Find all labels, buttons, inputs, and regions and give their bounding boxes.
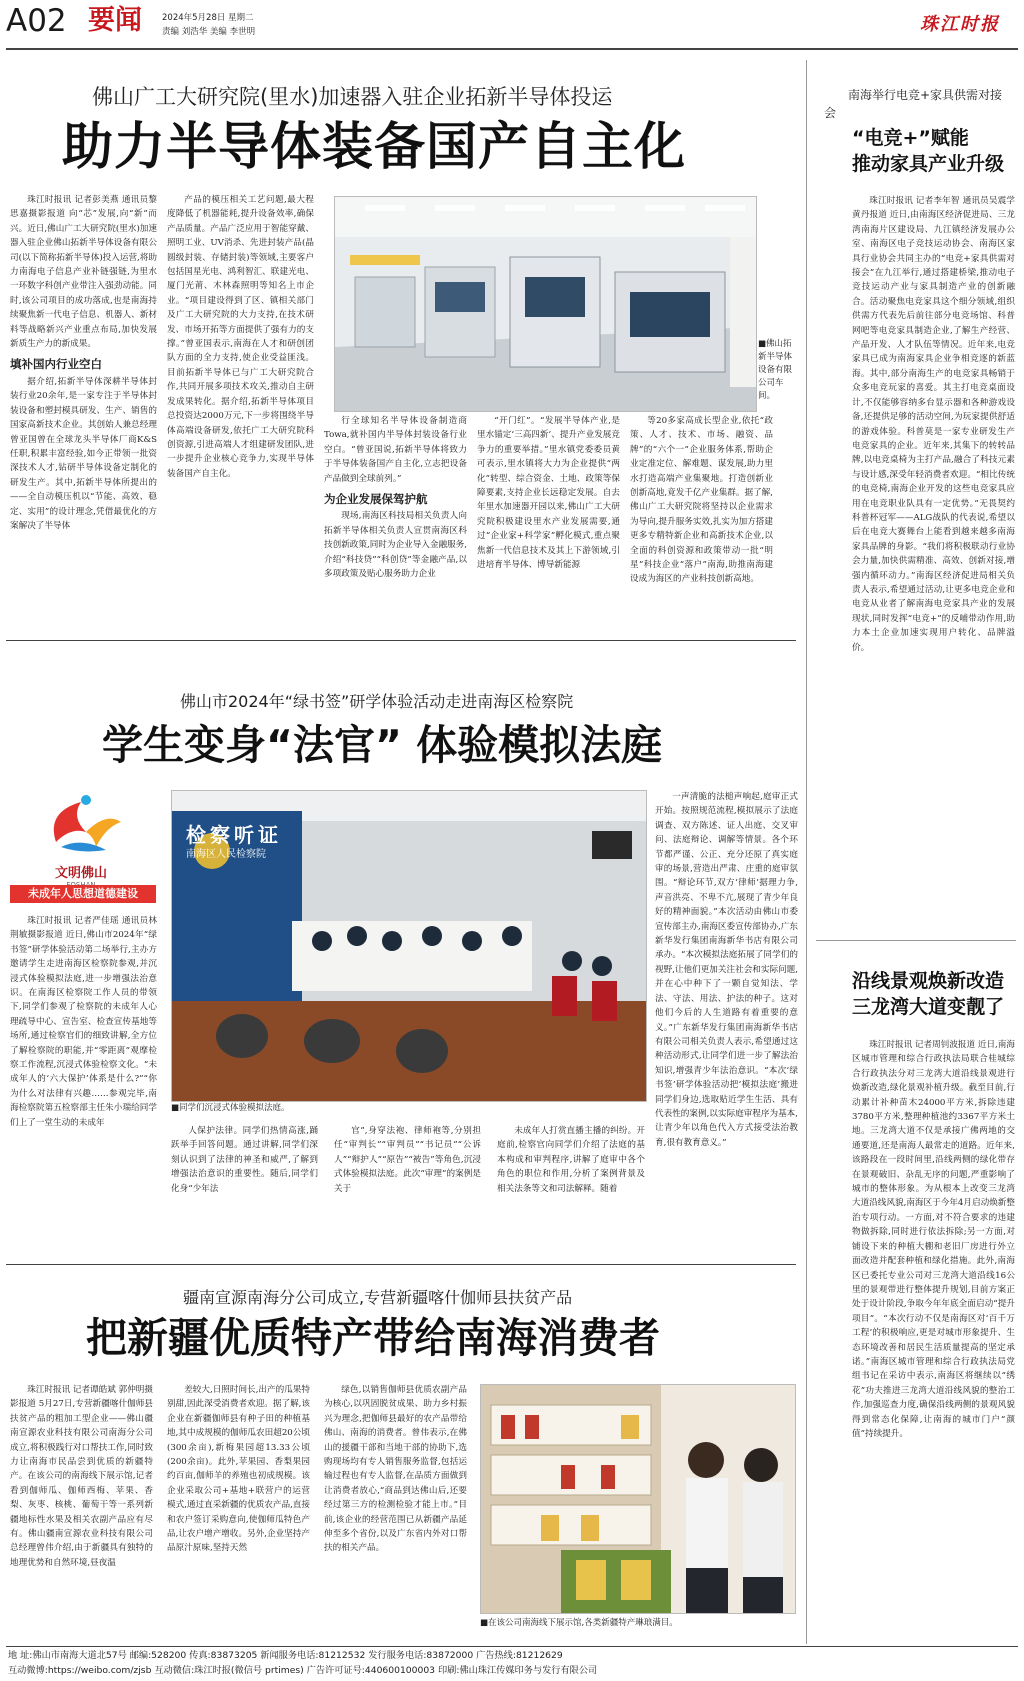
article-column: [497, 1124, 645, 1240]
photo-caption: ■同学们沉浸式体验模拟法庭。: [171, 1103, 290, 1113]
article-column: [171, 1124, 318, 1240]
photo-caption: ■佛山拓新半导体设备有限公司车间。: [758, 339, 793, 401]
sidebar-headline: 沿线景观焕新改造: [852, 970, 1005, 992]
mock-court-photo: [171, 790, 647, 1102]
footer-social-line: 互动微博:https://weibo.com/zjsb 互动微信:珠江时报(微信号 prtimes) 广告许可证号:440600100003 印刷:佛山珠江传媒印务与发行有限公司: [8, 1665, 598, 1676]
article-kicker: 佛山广工大研究院(里水)加速器入驻企业拓新半导体投运: [92, 85, 613, 109]
date-line: 2024年5月28日 星期二: [162, 13, 254, 23]
sidebar-kicker: 南海举行电竞+家具供需对接会: [824, 88, 1003, 120]
article-headline: 助力半导体装备国产自主化: [62, 118, 687, 177]
sidebar-headline: “电竞+”赋能: [852, 127, 969, 149]
article-column: [655, 790, 798, 1238]
factory-photo: [334, 196, 757, 412]
article-paragraph: 人保护法律。同学们热情高涨,踊跃举手回答问题。通过讲解,同学们深刻认识到了法律的神圣和威严,了解到增强法治意识的重要性。随后,同学们化身“少年法: [171, 1126, 318, 1194]
article-paragraph: 差较大,日照时间长,出产的瓜果特别甜,因此深受消费者欢迎。据了解,该企业在新疆伽师县有种子田的种植基地,其中成规模的伽师瓜农田超20公顷(300余亩),新梅果园超13.33公顷(200余亩)。此外,苹果园、香梨果园约百亩,伽师羊的养殖也初成规模。该企业采取公司+基地+联营户的运营模式,通过直采新疆的优质农产品,直接和农户签订采购意向,使伽师瓜特色产品,让农户增产增收。另外,企业坚持产品原汁原味,坚持天然: [167, 1385, 310, 1554]
article-paragraph: 珠江时报讯 记者周钊波报道 近日,南海区城市管理和综合行政执法局联合桂城综合行政执法分对三龙湾大道沿线景观进行焕新改造,绿化景观补植升级。截至目前,行动累计补种苗木24000平方米,拆除违建3780平方米,整理种植池约3367平方米土地。三龙湾大道不仅是承接广佛两地的交通要道,还是南海人最常走的道路。近年来,该路段在一段时间里,沿线两侧的绿化带存在景观破旧、杂乱无序的问题,严重影响了城市的整体形象。为从根本上改变三龙湾大道沿线风貌,南海区于今年4月启动焕新整治专项行动。一方面,对不符合要求的违建物做拆除,同时进行依法拆除;另一方面,对铺设下来的种植大棚和老旧厂房进行外立面改造并配套种植和绿化措施。此外,南海区已委托专业公司对三龙湾大道沿线16公里的景观带进行整体提升规划,目前方案正处于设计阶段,争取今年年底全面启动“提升项目”。“本次行动不仅是南海区对‘百千万工程’的积极响应,更是对城市形象提升、生态环境改善和居民生活质量提高的坚定承诺。”南海区城市管理和综合行政执法局党组书记在采访中表示,南海区将继续以“绣花”功夫推进三龙湾大道沿线风貌的整治工作,加强巡查力度,确保沿线两侧的景观风貌得到常态化保障,让南海的城市门户“颜值”持续提升。: [852, 1040, 1015, 1439]
sidebar-column: [852, 194, 1015, 906]
article-paragraph: 据介绍,拓新半导体深耕半导体封装行业20余年,是一家专注于半导体封装设备和塑封模具研发、生产、销售的国家高新技术企业。其创始人兼总经理曾亚国曾在全球龙头半导体厂商K&S任职,积累丰富经验,如今正带领一批资深技术人才,钻研半导体设备定制化的研发生产。其中,拓新半导体所提出的——全自动模压机以“节能、高效、稳定、实用”的设计理念,凭借最优化的方案解决了半导体: [10, 376, 157, 531]
article-column: [167, 193, 314, 625]
sidebar-divider: [806, 60, 807, 1644]
page-number: A02: [6, 3, 67, 39]
article-paragraph: 产品的模压相关工艺问题,最大程度降低了机器能耗,提升设备效率,确保产品质量。产品广泛应用于智能穿戴、照明工业、UV消杀、先进封装产品(晶圆级封装、存储封装)等领域,主要客户包括国星光电、鸿利智汇、联建光电、厦门光莆、木林森照明等知名上市企业。“项目建设得到了区、镇相关部门及广工大研究院的大力支持,在技术研发、市场开拓等方面提供了强有力的支撑。”曾亚国表示,南海在人才和研创团队方面的全力支持,使企业受益匪浅。目前拓新半导体已与广工大研究院合作,共同开展多项技术攻关,推动自主研发成果转化。据介绍,拓新半导体项目总投资达2000万元,下一步将围绕半导体高端设备研发,依托广工大研究院科创资源,引进高端人才组建研发团队,进一步提升企业核心竞争力,实现半导体装备国产自主化。: [167, 195, 314, 479]
article-column: [630, 414, 773, 626]
article-headline: 学生变身“法官” 体验模拟法庭: [102, 721, 663, 769]
masthead-rule: [6, 48, 1018, 50]
logo-title: 文明佛山: [54, 866, 107, 881]
article-paragraph: 官”,身穿法袍、律师袍等,分别担任“审判长”“审判员”“书记员”“公诉人”“辩护人”“原告”“被告”等角色,沉浸式体验模拟法庭。此次“审理”的案例是关于: [334, 1126, 481, 1194]
article-column: [167, 1383, 310, 1631]
paper-logo: 珠江时报: [920, 14, 1000, 35]
article-column: [324, 414, 467, 626]
article-paragraph: 等20多家高成长型企业,依托“政策、人才、技术、市场、融资、品牌”的“六个一”企业服务体系,帮助企业定准定位、解难题、谋发展,助力里水打造高端产业集聚地。打造创新业创新高地,竟发千亿产业集群。据了解,佛山广工大研究院将坚持以企业需求为导向,提升服务实效,扎实为加方搭建更多专精特新企业和高新技术企业,以全面的科创资源和政策带动一批“明星”科技企业“落户”南海,助推南海建设成为海区的产业科技创新高地。: [630, 416, 773, 585]
sidebar-headline: 推动家具产业升级: [852, 153, 1005, 175]
article-paragraph: “开门红”。“发展半导体产业,是里水锚定‘三高四新’、提升产业发展竞争力的重要举措。”里水镇党委委员黄可表示,里水镇将大力为企业提供“两化”转型、综合资金、土地、政策等保障要素,支持企业长远稳定发展。自去年里水加速器开园以来,佛山广工大研究院积极建设里水产业发展需要,通过“企业家+科学家”孵化模式,重点聚焦新一代信息技术及其上下游领域,引进培育半导体、博导新能源: [477, 416, 620, 571]
sidebar-headline: 三龙湾大道变靓了: [852, 996, 1005, 1018]
photo-caption: ■在该公司南海线下展示馆,各类新疆特产琳琅满目。: [480, 1618, 678, 1628]
article-kicker: 疆南宣源南海分公司成立,专营新疆喀什伽师县扶贫产品: [183, 1288, 573, 1307]
logo-banner: 未成年人思想道德建设: [10, 885, 156, 903]
article-paragraph: 珠江时报讯 记者严佳瑶 通讯员林荆敏摄影报道 近日,佛山市2024年“绿书签”研学体验活动第二场举行,主办方邀请学生走进南海区检察院参观,并沉浸式体验模拟法庭,进一步增强法治意识。在南海区检察院工作人员的带领下,同学们参观了检察院的未成年人心理疏导中心、宣告室、检查宣传基地等场所,通过检察官们的细致讲解,全方位了解检察院的职能,并“零距离”观摩检察工作流程,沉浸式体验检察文化。“未成年人的‘六大保护’体系是什么?”“你为什么对法律有兴趣……参观完毕,南海检察院第五检察部主任朱小瑞给同学们上了一堂生动的未成年: [10, 916, 157, 1128]
article-paragraph: 一声清脆的法槌声响起,庭审正式开始。按照规范流程,模拟展示了法庭调查、双方陈述、证人出庭、交叉审问、法庭辩论、调解等情景。各个环节都严谨、公正、充分还原了真实庭审的场景,营造出严肃、庄重的庭审氛围。“辩论环节,双方‘律师’据理力争,声音洪亮、不卑不亢,展现了青少年良好的精神面貌。”本次活动由佛山市委宣传部主办,南海区委宣传部协办,广东新华发行集团南海新华书店有限公司承办。“本次模拟法庭拓展了同学们的视野,让他们更加关注社会和实际问题,并在心中种下了一颗自觉知法、学法、守法、用法、护法的种子。这对他们今后的人生道路有着重要的意义。”广东新华发行集团南海新华书店有限公司相关负责人表示,希望通过这种活动形式,让同学们进一步了解法治知识,增强青少年法治意识。“本次‘绿书签’研学体验活动把‘模拟法庭’搬进同学们身边,选取贴近学生生活、具有代表性的案例,以实际庭审程序为基本,让青少年以角色代入方式接受法治教育,很有教育意义。”: [655, 792, 798, 1148]
editor-line: 责编 刘浩华 美编 李世明: [162, 27, 256, 37]
article-paragraph: 珠江时报讯 记者彭美燕 通讯员黎思嘉摄影报道 向“芯”发展,向“新”而兴。近日,佛山广工大研究院(里水)加速器入驻企业佛山拓新半导体设备有限公司(以下简称拓新半导体)投入运营,将助力南海电子信息产业补链强链,为里水一环数字科创产业带注入强劲动能。同时,该公司项目的成功落成,也是南海持续聚焦新一代电子信息、机器人、新材料等战略新兴产业重点布局,加快发展新质生产力的新成果。: [10, 195, 157, 350]
article-column: [324, 1383, 467, 1631]
article-subheading: 填补国内行业空白: [10, 357, 102, 372]
sidebar-column: [852, 1038, 1015, 1630]
store-photo: [480, 1384, 796, 1614]
article-kicker: 佛山市2024年“绿书签”研学体验活动走进南海区检察院: [180, 692, 574, 711]
article-column: [10, 193, 157, 625]
footer-rule: [6, 1646, 1018, 1647]
article-column: [477, 414, 620, 626]
article-paragraph: 行全球知名半导体设备制造商Towa,就补国内半导体封装设备行业空白。“曾亚国说,拓新半导体将致力于半导体装备国产自主化,立志把设备产品做到全球前列。”: [324, 416, 467, 484]
article-paragraph: 绿色,以销售伽师县优质农副产品为核心,以巩固脱贫成果、助力乡村振兴为理念,把伽师县最好的农产品带给佛山、南海的消费者。曾伟表示,在佛山的援疆干部和当地干部的协助下,选购现场均有专人销售服务监督,包括运输过程也有专人监督,在品质方面做到让消费者放心,“商品到达佛山后,还要经过第三方的检测检验才能上市。”目前,该企业的经营范围已从新疆产品延伸至多个省份,以及广东省内外对口帮扶的相关产品。: [324, 1385, 467, 1554]
article-paragraph: 未成年人打赏直播主播的纠纷。开庭前,检察官向同学们介绍了法庭的基本构成和审判程序,讲解了庭审中各个角色的职位和作用,分析了案例背景及相关法条等文和司法解释。随着: [497, 1126, 645, 1194]
foshan-emblem-icon: [26, 792, 136, 858]
civilized-foshan-logo: [26, 792, 136, 882]
store-illustration: [481, 1385, 795, 1613]
court-banner-subtext: 南海区人民检察院: [186, 849, 266, 860]
article-column: [10, 914, 157, 1238]
section-divider: [6, 1264, 796, 1265]
factory-illustration: [335, 197, 756, 411]
footer-contact-line: 地 址:佛山市南海大道北57号 邮编:528200 传真:83873205 新闻服务电话:81212532 发行服务电话:83872000 广告热线:81212629: [8, 1650, 563, 1661]
article-subheading: 为企业发展保驾护航: [324, 492, 428, 507]
article-headline: 把新疆优质特产带给南海消费者: [86, 1314, 660, 1362]
section-divider: [6, 640, 796, 641]
article-paragraph: 珠江时报讯 记者谭皓斌 郭仲明摄影报道 5月27日,专营新疆喀什伽师县扶贫产品的粗加工型企业——佛山疆南宣源农业科技有限公司南海分公司成立,将积极践行对口帮扶工作,同时致力让南海市民品尝到优质的新疆特产。在该公司的南海线下展示馆,记者看到伽师瓜、伽师西梅、苹果、香梨、灰枣、核桃、葡萄干等一系列新疆地标性水果及相关农副产品应有尽有。佛山疆南宣源农业科技有限公司总经理曾伟介绍,由于新疆具有独特的地理优势和自然环境,昼夜温: [10, 1385, 153, 1568]
court-banner-text: 检察听证: [186, 823, 282, 847]
section-name: 要闻: [88, 5, 142, 36]
article-paragraph: 珠江时报讯 记者李年智 通讯员吴震学 黄丹报道 近日,由南海区经济促进局、三龙湾南海片区建设局、九江镇经济发展办公室、南海区电子竞技运动协会、南海区家具行业协会共同主办的“电竞+家具供需对接会”在九江举行,通过搭建桥梁,推动电子竞技运动产业与家具制造产业的创新融合。活动聚焦电竞家具这个细分领域,组织供需方代表先后前往部分电竞场馆、科普网吧等电竞家具制造企业,了解生产经营、产品开发、人才队伍等情况。近年来,电竞家具已成为南海家具企业争相竞逐的新蓝海。其中,部分南海生产的电竞家具畅销于众多电竞玩家的喜爱。其主打电竞桌面设计,不仅能够容纳多台显示器和各种游戏设备,还提供足够的活动空间,为玩家提供舒适的游戏体验。科普莫是一家专业研发生产电竞家具的企业。近年来,其集下的转转品牌,以电竞桌椅为主打产品,融合了科技元素与设计感,深受年轻消费者欢迎。“相比传统的电竞椅,南海企业开发的这些电竞家具应用在电竞职业队具有一定优势。”无畏契约科普杯冠军——ALG战队的代表说,希望以后在电竞大赛舞台上能看到越来越多南海家具品牌的身影。“我们将积极联动行业协会力量,加快供需精准、高效、创新对接,增强内循环动力。”南海区经济促进局相关负责人表示,希望通过活动,让更多电竞企业和电竞从业者了解南海电竞家具产业的发展现状,同时发挥“电竞+”的反哺带动作用,助力本土企业加速实现用户转化、品牌溢价。: [852, 196, 1015, 653]
article-column: [10, 1383, 153, 1631]
article-column: [334, 1124, 481, 1240]
article-paragraph: 现场,南海区科技局相关负责人向拓新半导体相关负责人宣贯南海区科技创新政策,同时为企业导入金融服务,介绍“科技贷”“科创贷”等金融产品,以多项政策及贴心服务助力企业: [324, 511, 467, 580]
sidebar-rule: [816, 940, 1016, 941]
